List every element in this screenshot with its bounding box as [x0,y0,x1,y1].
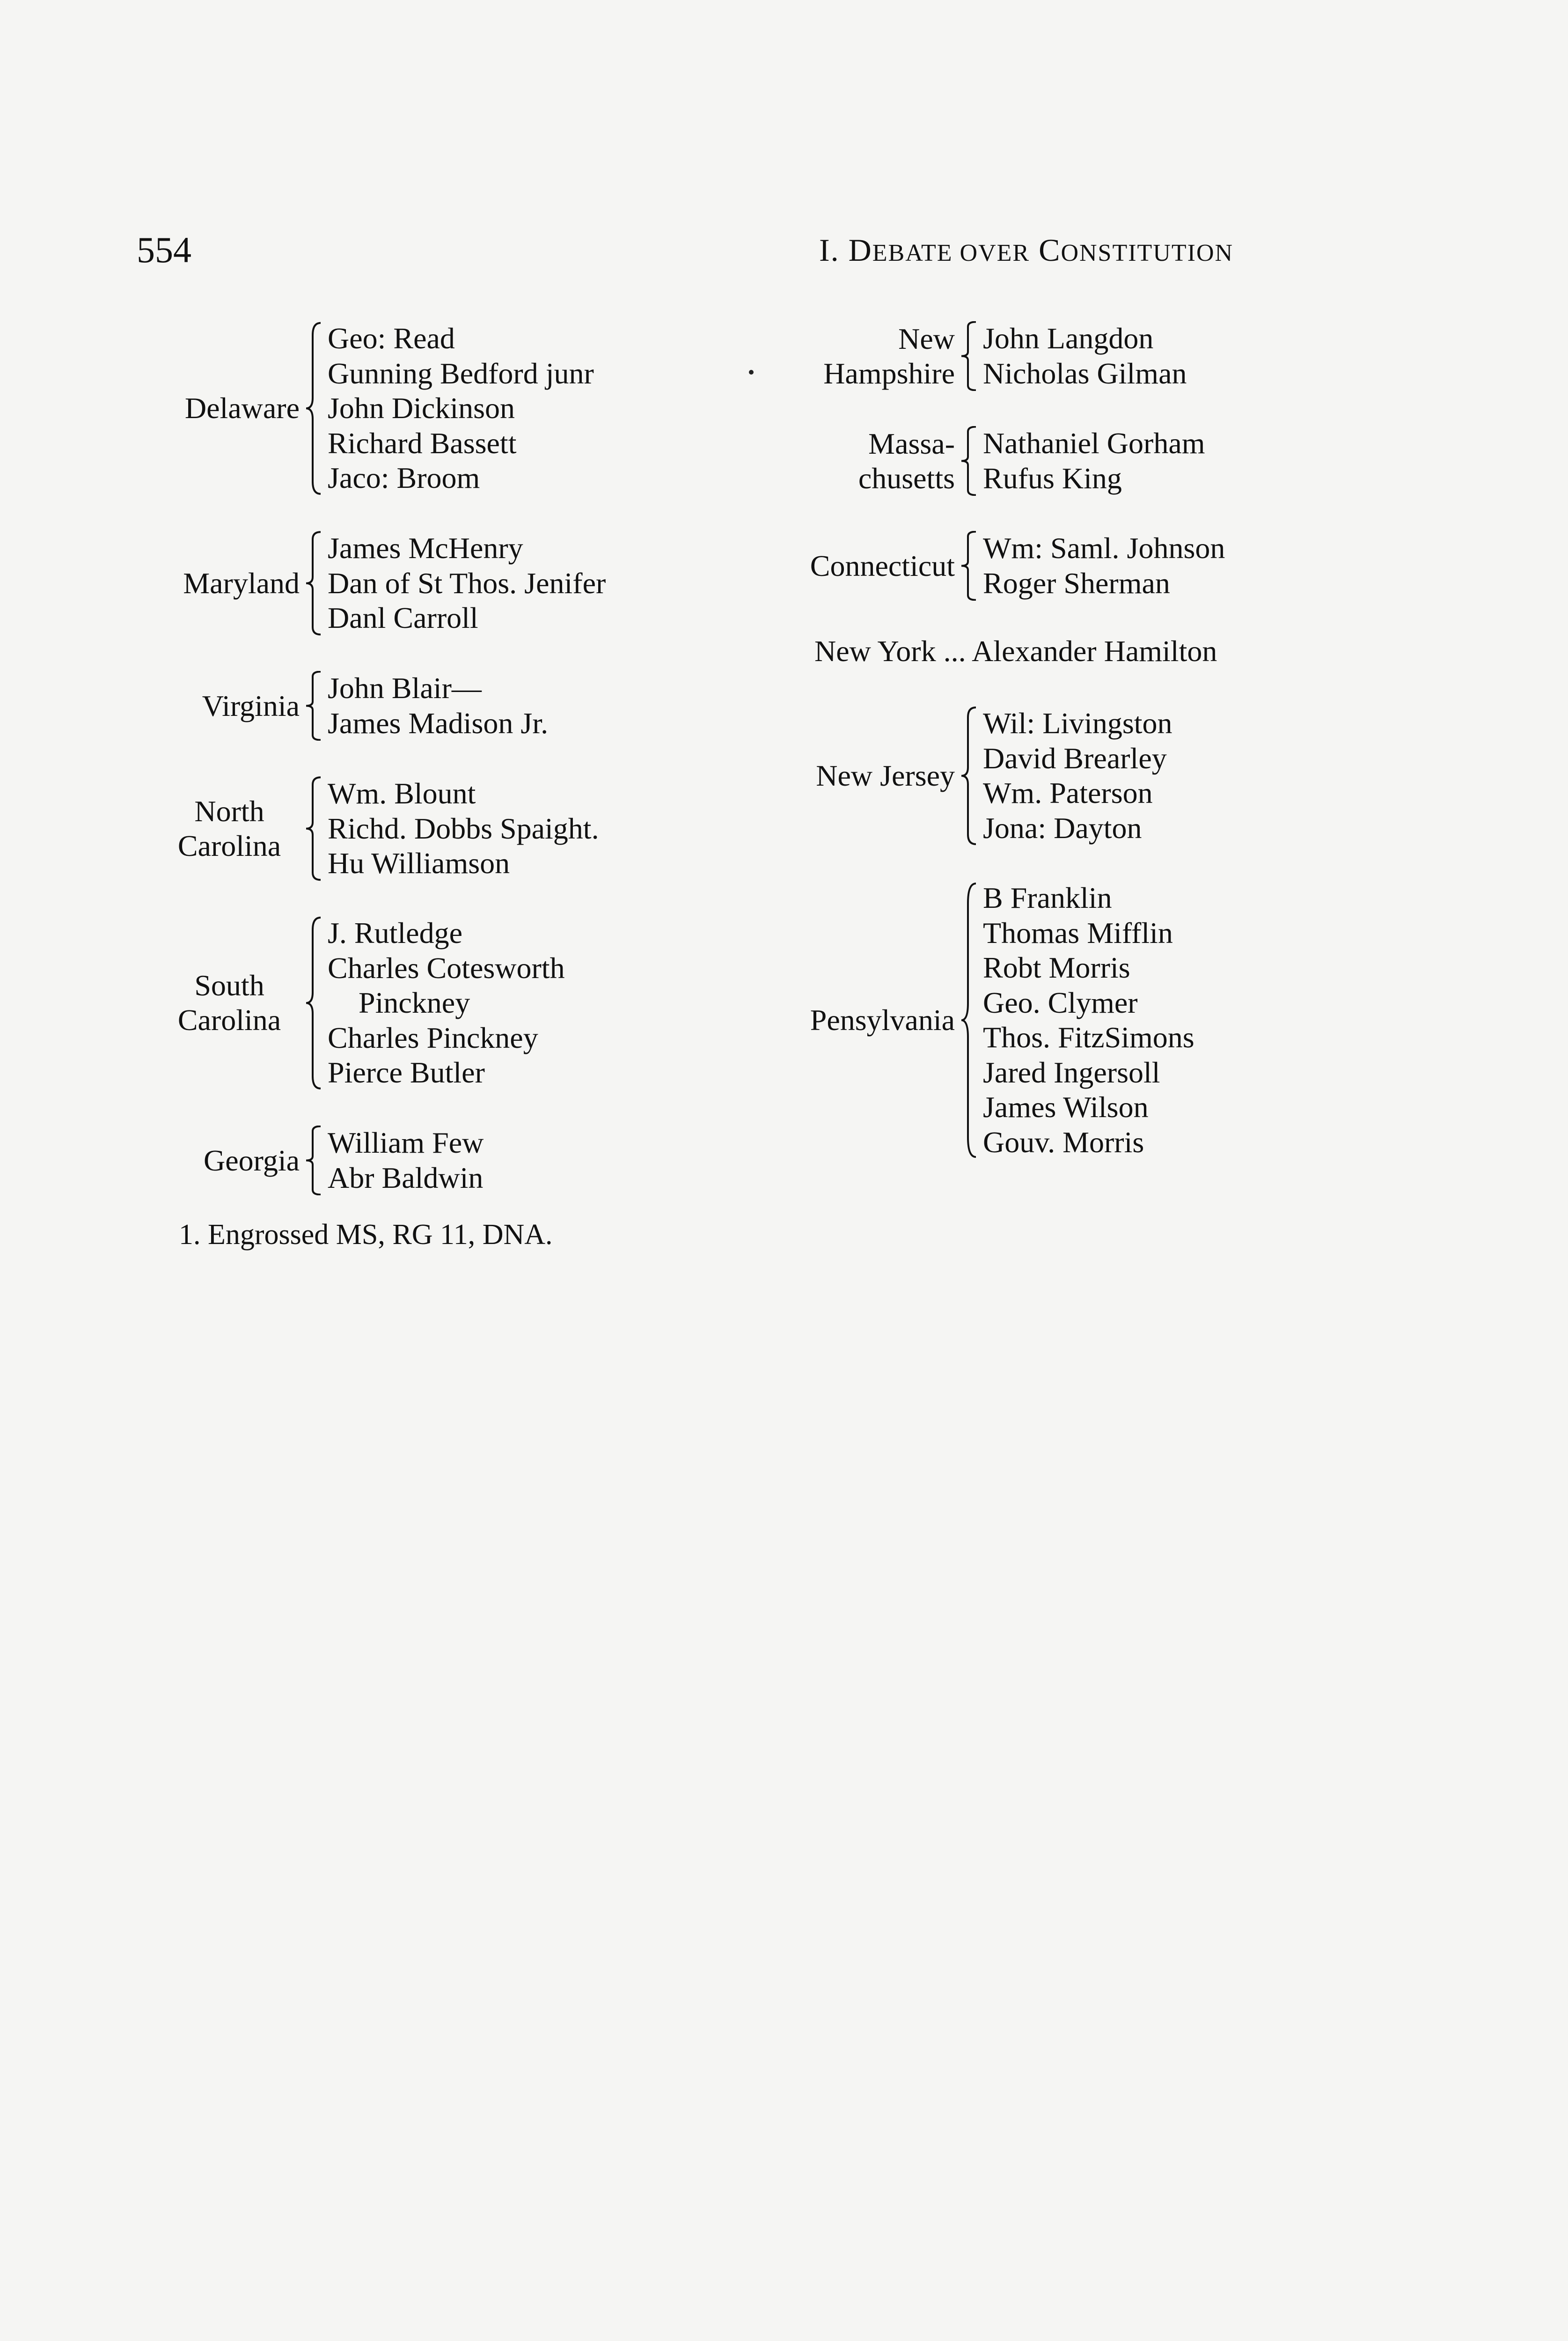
delegate-name-continuation: Pinckney [359,986,470,1019]
delegate-name: Gunning Bedford junr [328,356,594,390]
delegate-list [328,671,548,741]
brace [955,321,983,391]
state-name-line: Carolina [177,1003,281,1037]
state-name [159,968,300,1038]
delegate-name: Geo. Clymer [983,986,1138,1019]
ink-speck [749,370,754,375]
delegate-name: Alexander Hamilton [972,634,1217,668]
delegate-name: Richard Bassett [328,426,517,460]
delegate-name: B Franklin [983,881,1112,914]
running-head-smallcaps-2: ONSTITUTION [1061,240,1234,266]
delegate-name: Wm. Blount [328,777,476,810]
running-head-prefix: I. D [819,232,872,268]
delegation-pennsylvania [786,881,1194,1160]
delegate-list [983,706,1172,846]
delegate-name: Thos. FitzSimons [983,1021,1194,1054]
running-head-smallcaps-1: EBATE OVER [872,240,1030,266]
state-name-line: chusetts [858,461,955,495]
delegate-name: James Madison Jr. [328,706,549,740]
delegate-name: David Brearley [983,741,1167,775]
delegate-name: Robt Morris [983,951,1130,984]
state-name-line: North [194,794,264,828]
delegate-name: Nathaniel Gorham [983,427,1205,460]
delegate-list [328,531,606,636]
delegate-name: Danl Carroll [328,601,478,634]
delegation-new-hampshire [786,321,1187,391]
delegation-massachusetts [786,426,1205,496]
delegate-list [328,321,594,496]
delegate-list [983,881,1194,1160]
delegation-virginia [159,671,548,741]
state-name [786,322,955,391]
delegate-name: John Blair— [328,671,482,705]
delegate-name: Wil: Livingston [983,707,1172,740]
delegate-list [983,531,1225,601]
state-name-line: South [194,969,264,1002]
brace [955,426,983,496]
delegate-name: Abr Baldwin [328,1161,484,1194]
delegate-name: Rufus King [983,461,1122,495]
delegate-name: Jaco: Broom [328,461,480,494]
state-name: Virginia [202,689,300,722]
delegate-name: Jona: Dayton [983,811,1142,845]
delegate-name: Thomas Mifflin [983,916,1173,950]
delegation-new-jersey [786,706,1172,846]
delegate-list [983,321,1187,391]
delegation-delaware [159,321,594,496]
delegate-name: Richd. Dobbs Spaight. [328,811,599,845]
footnote: 1. Engrossed MS, RG 11, DNA. [179,1219,553,1251]
delegate-list [328,916,565,1090]
delegation-south-carolina [159,916,565,1090]
delegate-name: Wm: Saml. Johnson [983,531,1225,565]
delegate-name: James McHenry [328,531,523,565]
state-name [786,427,955,496]
delegate-name: Dan of St Thos. Jenifer [328,566,606,600]
brace [300,916,328,1090]
brace [300,776,328,881]
state-name [159,794,300,863]
brace [955,881,983,1160]
state-name: New York [814,634,936,668]
delegate-name: James Wilson [983,1090,1149,1124]
state-name: Pensylvania [810,1003,955,1037]
brace [955,706,983,846]
brace [300,671,328,741]
state-name-line: New [898,322,955,355]
delegate-name: Pierce Butler [328,1056,485,1089]
state-name: Connecticut [810,549,955,582]
delegate-name: Jared Ingersoll [983,1055,1160,1089]
brace [955,531,983,601]
dot-leader: ... [936,634,972,668]
state-name-line: Hampshire [823,356,955,390]
brace [300,321,328,496]
state-name: Maryland [183,566,300,600]
delegation-connecticut [786,531,1225,601]
delegation-maryland [159,531,606,636]
delegate-name: J. Rutledge [328,916,462,950]
state-name-line: Carolina [177,829,281,862]
delegate-name: John Dickinson [328,391,515,425]
delegate-list [328,776,599,881]
delegate-name: John Langdon [983,322,1154,355]
state-name: Georgia [204,1143,300,1177]
delegate-name: Charles Pinckney [328,1021,538,1054]
delegate-name: Charles Cotesworth [328,951,565,985]
delegate-name: William Few [328,1126,484,1159]
delegate-name: Gouv. Morris [983,1125,1144,1159]
state-name: Delaware [184,391,300,425]
delegate-name: Wm. Paterson [983,776,1153,810]
running-head [819,234,1233,266]
delegation-georgia [159,1126,484,1195]
brace [300,531,328,636]
delegate-list [983,426,1205,496]
state-name-line: Massa- [868,427,955,460]
delegate-list [328,1126,484,1195]
delegate-name: Roger Sherman [983,566,1170,600]
brace [300,1126,328,1195]
running-head-capital: C [1030,232,1061,268]
delegate-name: Hu Williamson [328,847,510,880]
delegate-name: Nicholas Gilman [983,356,1187,390]
delegation-north-carolina [159,776,599,881]
page-number: 554 [137,229,191,270]
delegate-name: Geo: Read [328,322,455,355]
state-name: New Jersey [816,759,955,792]
delegation-new-york [814,634,1217,669]
